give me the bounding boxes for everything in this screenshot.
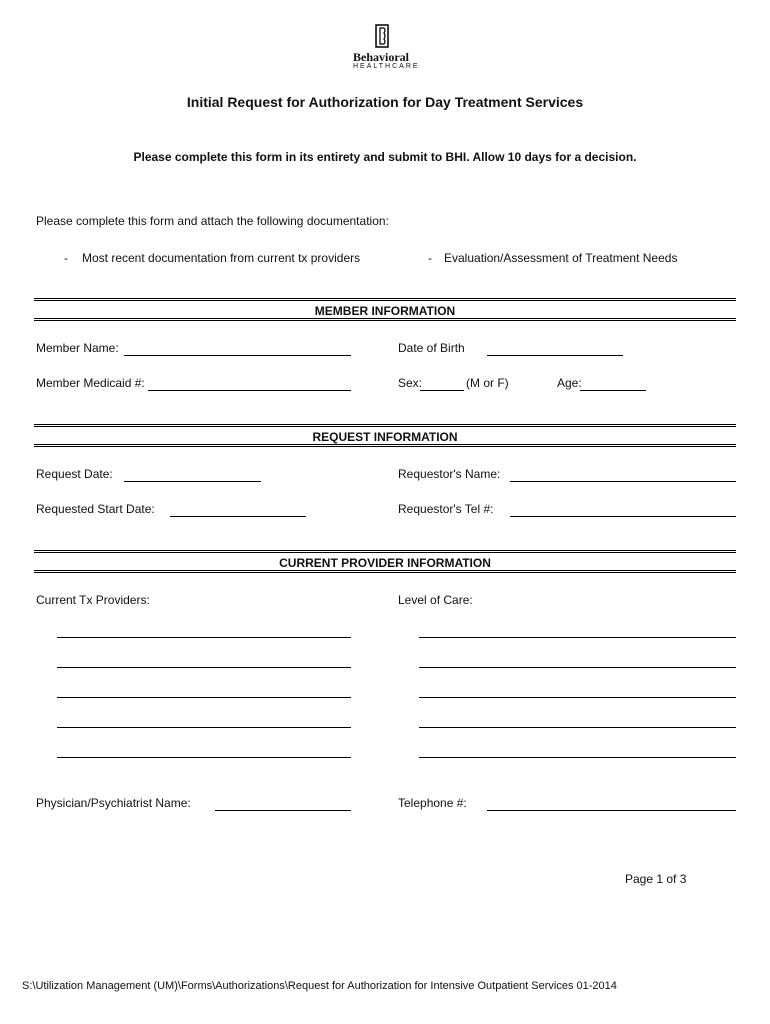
section-header-provider: CURRENT PROVIDER INFORMATION xyxy=(279,556,491,570)
provider-line[interactable] xyxy=(57,667,351,668)
member-name-label: Member Name: xyxy=(36,341,119,355)
sex-label: Sex: xyxy=(398,376,423,390)
section-header-request: REQUEST INFORMATION xyxy=(312,430,458,444)
bullet-dash: - xyxy=(64,251,68,265)
level-of-care-label: Level of Care: xyxy=(398,593,473,607)
attach-intro: Please complete this form and attach the following documentation: xyxy=(36,214,389,228)
bullet-dash: - xyxy=(428,251,432,265)
section-divider xyxy=(34,424,736,427)
logo-icon xyxy=(375,24,389,48)
age-field[interactable] xyxy=(580,390,646,391)
instruction-text: Please complete this form in its entirety and submit to BHI. Allow 10 days for a decision. xyxy=(133,150,637,164)
logo-subtitle: HEALTHCARE xyxy=(353,63,420,70)
medicaid-field[interactable] xyxy=(148,390,351,391)
start-date-field[interactable] xyxy=(170,516,306,517)
level-of-care-line[interactable] xyxy=(419,667,736,668)
attachment-item-1: Most recent documentation from current tx providers xyxy=(82,251,361,265)
physician-field[interactable] xyxy=(215,810,351,811)
section-header-member: MEMBER INFORMATION xyxy=(314,304,456,318)
telephone-label: Telephone #: xyxy=(398,796,467,810)
requestor-name-label: Requestor's Name: xyxy=(398,467,501,481)
current-providers-label: Current Tx Providers: xyxy=(36,593,150,607)
page-title: Initial Request for Authorization for Day Treatment Services xyxy=(186,94,584,110)
requestor-tel-field[interactable] xyxy=(510,516,736,517)
logo-name: Behavioral xyxy=(353,50,409,64)
provider-line[interactable] xyxy=(57,727,351,728)
request-date-field[interactable] xyxy=(124,481,261,482)
level-of-care-line[interactable] xyxy=(419,637,736,638)
section-divider xyxy=(34,570,736,573)
footer-file-path: S:\Utilization Management (UM)\Forms\Authorizations\Request for Authorization for Intensive Outpatient Services 01-2014 xyxy=(22,980,617,992)
dob-field[interactable] xyxy=(487,355,623,356)
section-divider xyxy=(34,298,736,301)
dob-label: Date of Birth xyxy=(398,341,465,355)
member-name-field[interactable] xyxy=(124,355,351,356)
start-date-label: Requested Start Date: xyxy=(36,502,155,516)
provider-line[interactable] xyxy=(57,697,351,698)
level-of-care-line[interactable] xyxy=(419,757,736,758)
level-of-care-line[interactable] xyxy=(419,697,736,698)
age-label: Age: xyxy=(557,376,582,390)
requestor-name-field[interactable] xyxy=(510,481,736,482)
attachment-item-2: Evaluation/Assessment of Treatment Needs xyxy=(444,251,678,265)
physician-label: Physician/Psychiatrist Name: xyxy=(36,796,191,810)
telephone-field[interactable] xyxy=(487,810,736,811)
request-date-label: Request Date: xyxy=(36,467,113,481)
section-divider xyxy=(34,444,736,447)
requestor-tel-label: Requestor's Tel #: xyxy=(398,502,494,516)
section-divider xyxy=(34,550,736,553)
provider-line[interactable] xyxy=(57,757,351,758)
sex-field[interactable] xyxy=(420,390,464,391)
level-of-care-line[interactable] xyxy=(419,727,736,728)
provider-line[interactable] xyxy=(57,637,351,638)
section-divider xyxy=(34,318,736,321)
sex-hint: (M or F) xyxy=(466,376,509,390)
page-number: Page 1 of 3 xyxy=(625,872,687,886)
medicaid-label: Member Medicaid #: xyxy=(36,376,145,390)
